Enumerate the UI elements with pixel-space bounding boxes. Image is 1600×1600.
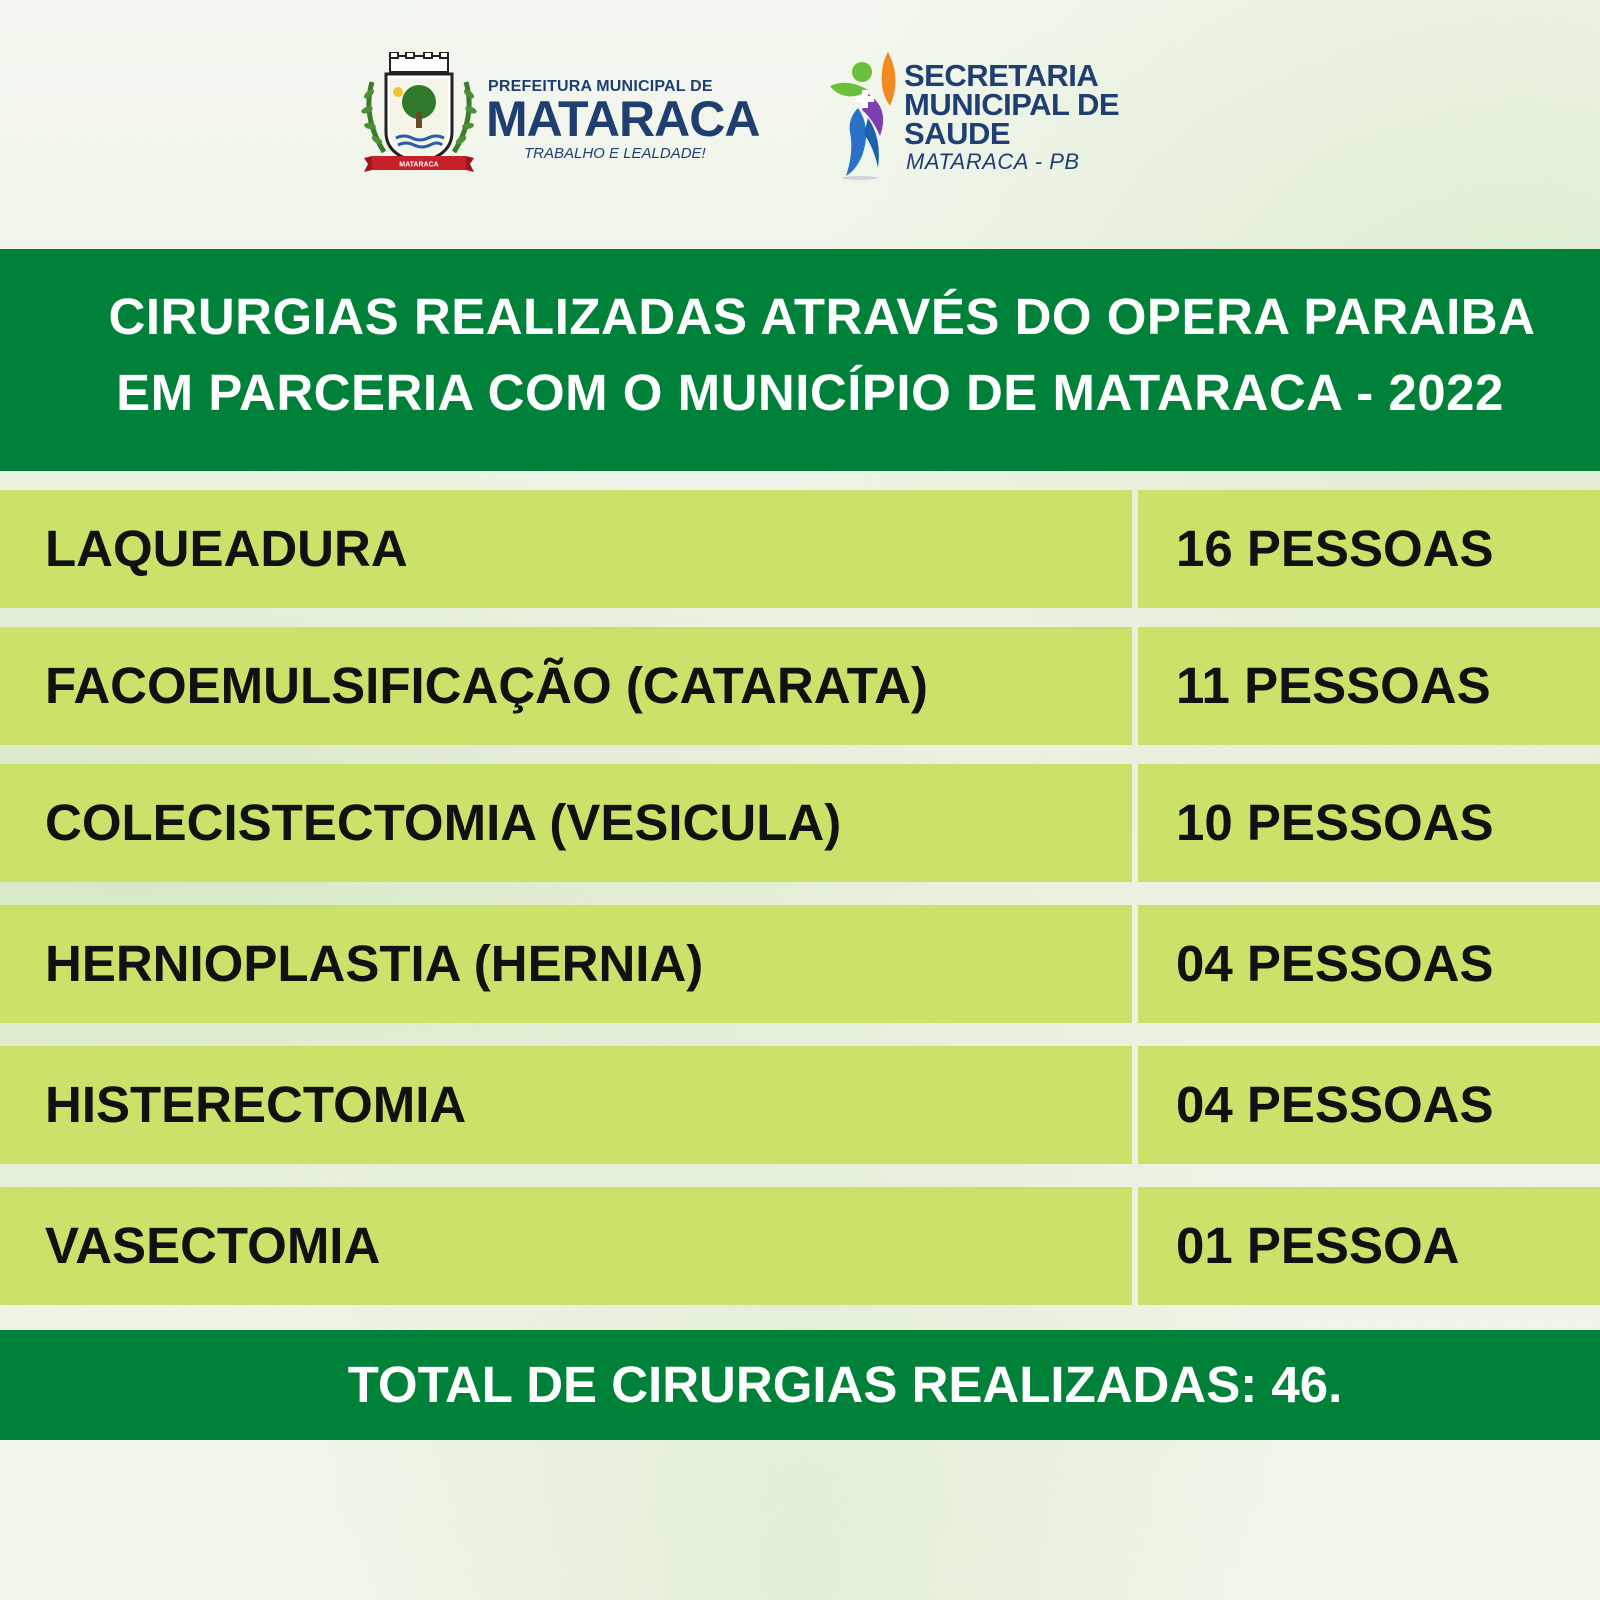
procedure-count: 10 PESSOAS [1176, 794, 1494, 851]
count-cell [1138, 627, 1600, 745]
prefeitura-line1: PREFEITURA MUNICIPAL DE [488, 78, 713, 95]
count-cell [1138, 490, 1600, 608]
table-row [0, 1046, 1600, 1164]
table-row [0, 764, 1600, 882]
procedure-name: FACOEMULSIFICAÇÃO (CATARATA) [45, 657, 928, 714]
procedure-count: 04 PESSOAS [1176, 935, 1494, 992]
municipal-crest-icon [360, 52, 478, 177]
prefeitura-motto: TRABALHO E LEALDADE! [524, 145, 706, 162]
procedure-count: 01 PESSOA [1176, 1217, 1460, 1274]
prefeitura-name: MATARACA [486, 91, 760, 147]
title-banner [0, 249, 1600, 471]
prefeitura-logo [360, 52, 780, 177]
secretaria-line2: MUNICIPAL DE [904, 87, 1120, 122]
secretaria-city: MATARACA - PB [906, 149, 1080, 174]
secretaria-line3: SAUDE [904, 116, 1011, 151]
procedure-cell [0, 490, 1132, 608]
procedure-name: HERNIOPLASTIA (HERNIA) [45, 935, 704, 992]
header-logos [0, 48, 1600, 188]
table-row [0, 627, 1600, 745]
count-cell [1138, 1046, 1600, 1164]
procedure-count: 04 PESSOAS [1176, 1076, 1494, 1133]
procedure-count: 16 PESSOAS [1176, 520, 1494, 577]
procedure-cell [0, 627, 1132, 745]
total-text: TOTAL DE CIRURGIAS REALIZADAS: 46. [347, 1356, 1343, 1413]
procedure-name: LAQUEADURA [45, 520, 408, 577]
procedure-name: VASECTOMIA [45, 1217, 381, 1274]
count-cell [1138, 764, 1600, 882]
crest-ribbon-text: MATARACA [399, 161, 439, 169]
count-cell [1138, 905, 1600, 1023]
procedure-count: 11 PESSOAS [1176, 657, 1491, 714]
table-row [0, 490, 1600, 608]
total-banner [0, 1330, 1600, 1440]
procedure-cell [0, 764, 1132, 882]
title-line-1: CIRURGIAS REALIZADAS ATRAVÉS DO OPERA PARAIBA [108, 288, 1536, 345]
table-row [0, 1187, 1600, 1305]
procedure-cell [0, 1046, 1132, 1164]
secretaria-line1: SECRETARIA [904, 58, 1099, 93]
procedure-name: HISTERECTOMIA [45, 1076, 467, 1133]
procedure-name: COLECISTECTOMIA (VESICULA) [45, 794, 842, 851]
procedure-cell [0, 1187, 1132, 1305]
procedure-cell [0, 905, 1132, 1023]
table-row [0, 905, 1600, 1023]
secretaria-logo [828, 48, 1188, 188]
title-line-2: EM PARCERIA COM O MUNICÍPIO DE MATARACA - 2022 [116, 364, 1504, 421]
health-figure-icon [828, 48, 908, 180]
count-cell [1138, 1187, 1600, 1305]
